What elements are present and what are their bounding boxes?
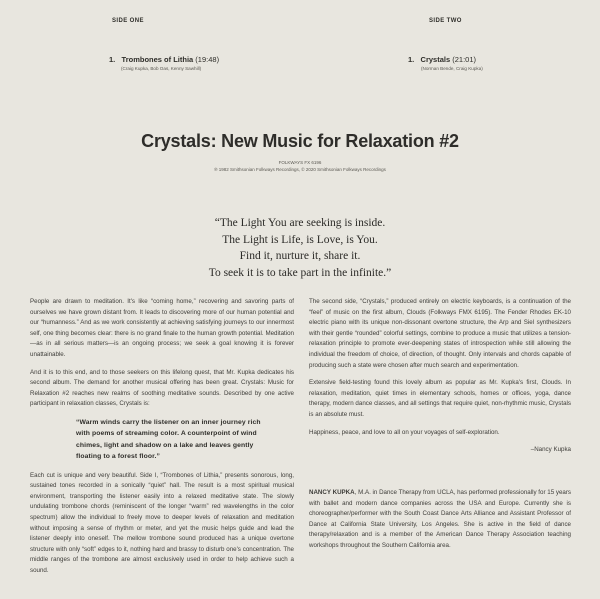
liner-paragraph: The second side, “Crystals,” produced entirely on electric keyboards, is a continuation of the “feel” of music on the first album, Clouds (Folkways FMX 6195). The Fender Rhodes EK-10 electric piano with its unique non-dissonant overtone structure, the Arp and Siel synthesizers with their gentle “rounded” colorful settings, combine to produce a music that utilizes a tension-relaxation principle to promote ever-deepening states of introspection while still allowing the individual the freedom of choice, of direction, of thought. Only intervals and chords capable of producing such a state were chosen after much search and experimentation. [309, 298, 571, 369]
side-one-heading: SIDE ONE [112, 18, 144, 24]
quote-line: chimes, light and shadow on a lake and leaves gently [76, 441, 254, 449]
quote-line: floating to a forest floor.” [76, 453, 160, 461]
side-one-credits: (Craig Kupka, Bob Oas, Kenny Sawhill) [121, 66, 202, 71]
quote-line: with poems of streaming color. A counterpoint of wind [76, 430, 257, 438]
author-bio [309, 488, 571, 552]
liner-paragraph: Each cut is unique and very beautiful. Side I, “Trombones of Lithia,” presents sonorous, long, sustained tones recorded in a sonically “quiet” hall. The result is a most spiritual musical environment, transporting the listener easily into a relaxed meditative state. The slowly undulating trombone chords (reminiscent of the longer “warm” red wavelengths in the color spectrum) allow the individual to freely move to deeper levels of relaxation and meditation without imposing a sense of rhythm or meter, and yet the music helps guide and lead the listener deeply into oneself. The mellow trombone sound produced has a unique overtone structure with only “soft” edges to it, nothing hard and brassy to disturb one's concentration. The middle ranges of the trombone are almost exclusively used in order to help achieve such a sound. [30, 471, 294, 574]
catalog-number: FOLKWAYS FX 6196 [278, 160, 322, 165]
track-time: (19:48) [195, 55, 220, 64]
track-number: 1. [408, 55, 415, 64]
left-column [30, 297, 294, 584]
track-title: Crystals [420, 55, 451, 64]
side-one-track [109, 55, 219, 64]
side-two-track [408, 55, 476, 64]
epigraph-line: “The Light You are seeking is inside. [214, 217, 386, 229]
liner-paragraph: And it is to this end, and to those seekers on this lifelong quest, that Mr. Kupka dedicates his second album. The demand for another musical offering has been great. Crystals: Music for Relaxation #2 reaches new realms of soothing meditative sounds. Described by one active participant in relaxation classes, Crystals is: [30, 368, 294, 408]
track-time: (21:01) [452, 55, 476, 64]
right-column [309, 297, 571, 456]
liner-paragraph: Extensive field-testing found this lovely album as popular as Mr. Kupka's first, Clouds. In relaxation, meditation, quiet times in elementary schools, homes or offices, yoga, dance therapy, modern dance classes, and all settings that require quiet, non-rhythmic music, Crystals is an absolute must. [309, 379, 571, 418]
epigraph-line: To seek it is to take part in the infinite.” [208, 266, 392, 279]
epigraph [0, 215, 600, 281]
signature: –Nancy Kupka [530, 446, 571, 454]
liner-paragraph: Happiness, peace, and love to all on your voyages of self-exploration. [309, 428, 500, 436]
epigraph-line: The Light is Life, is Love, is You. [222, 233, 378, 246]
track-title: Trombones of Lithia [121, 55, 194, 64]
copyright-line: ℗ 1982 Smithsonian Folkways Recordings, © 2020 Smithsonian Folkways Recordings [214, 167, 386, 172]
listener-quote [76, 417, 294, 463]
liner-paragraph: People are drawn to meditation. It's like “coming home,” recovering and savoring parts of ourselves we have grown distant from. It leads to discovering more of our human potential and our “humanness.” And as we work consistently at achieving satisfying journeys to our innermost self, one thing becomes clear: there is no grand finale to the human growth potential. Meditation—as in all serious matters—is an ongoing process; we seek a goal knowing it is forever unattainable. [30, 298, 294, 358]
track-number: 1. [109, 55, 116, 64]
epigraph-line: Find it, nurture it, share it. [239, 250, 361, 262]
bio-name: NANCY KUPKA [309, 489, 355, 496]
bio-text: , M.A. in Dance Therapy from UCLA, has performed professionally for 15 years with ballet and modern dance companies across the USA and Europe. Currently she is choreographer/performer with the South Coast Dance Arts Alliance and Assistant Professor of Dance at California State University, Los Angeles. She is active in the field of dance therapy/relaxation and is a member of the American Dance Therapy Association teaching workshops throughout the Southern California area. [309, 489, 571, 549]
side-two-credits: (Norman Bende, Craig Kupka) [421, 66, 483, 71]
side-two-heading: SIDE TWO [429, 18, 462, 24]
album-title: Crystals: New Music for Relaxation #2 [141, 131, 459, 151]
quote-line: “Warm winds carry the listener on an inner journey rich [76, 418, 261, 426]
